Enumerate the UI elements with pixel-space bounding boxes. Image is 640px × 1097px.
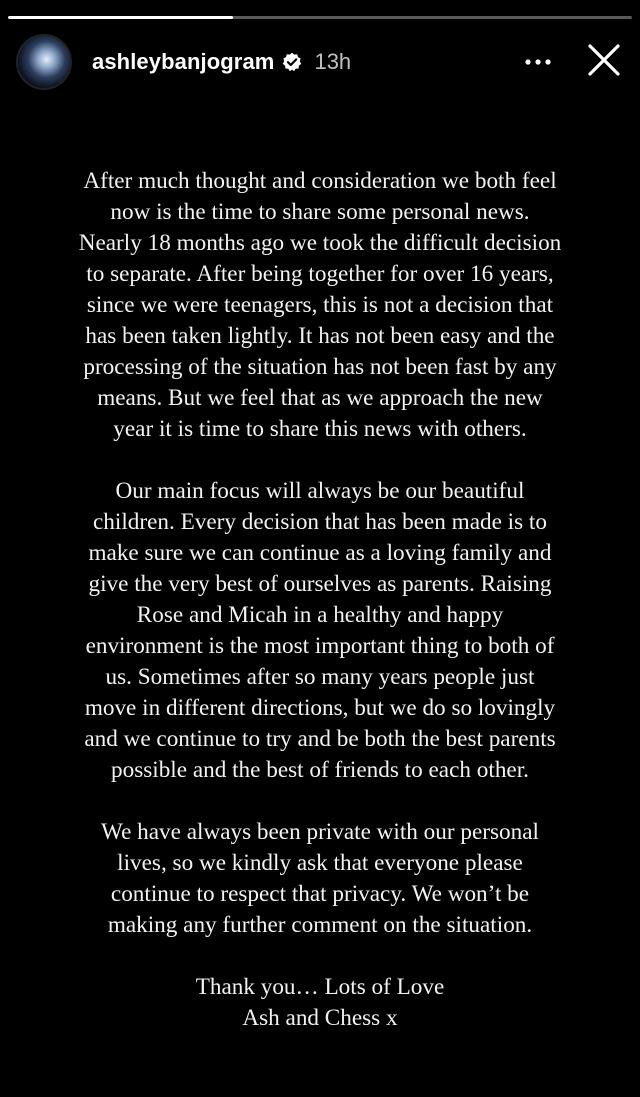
close-icon (587, 43, 621, 82)
username[interactable]: ashleybanjogram (92, 49, 275, 74)
story-progress-bar (8, 16, 632, 19)
verified-badge-icon (282, 52, 302, 72)
story-progress-fill (8, 16, 233, 19)
close-button[interactable] (584, 42, 624, 82)
story-paragraph-2: Our main focus will always be our beautiful children. Every decision that has been made is to make sure we can continue as a loving family and give the very best of ourselves as parents. Raising Rose and Micah in a healthy and happy environment is the most important thing to both of us. Sometimes after so many years people just move in different directions, but we do so lovingly and we continue to try and be both the best parents possible and the best of friends to each other. (84, 478, 556, 783)
story-header (16, 34, 624, 90)
avatar[interactable] (16, 34, 72, 90)
story-paragraph-1: After much thought and consideration we both feel now is the time to share some personal news. Nearly 18 months ago we took the difficult decision to separate. After being together for over 16 years, since we were teenagers, this is not a decision that has been taken lightly. It has not been easy and the processing of the situation has not been fast by any means. But we feel that as we approach the new year it is time to share this news with others. (78, 168, 562, 442)
story-paragraph-3: We have always been private with our personal lives, so we kindly ask that everyone please continue to respect that privacy. We won’t be making any further comment on the situation. (101, 819, 539, 938)
story-text (20, 166, 620, 1034)
more-horizontal-icon (524, 53, 552, 71)
post-time: 13h (314, 49, 352, 74)
story-signoff: Thank you… Lots of Love Ash and Chess x (195, 974, 445, 1031)
more-options-button[interactable] (518, 42, 558, 82)
